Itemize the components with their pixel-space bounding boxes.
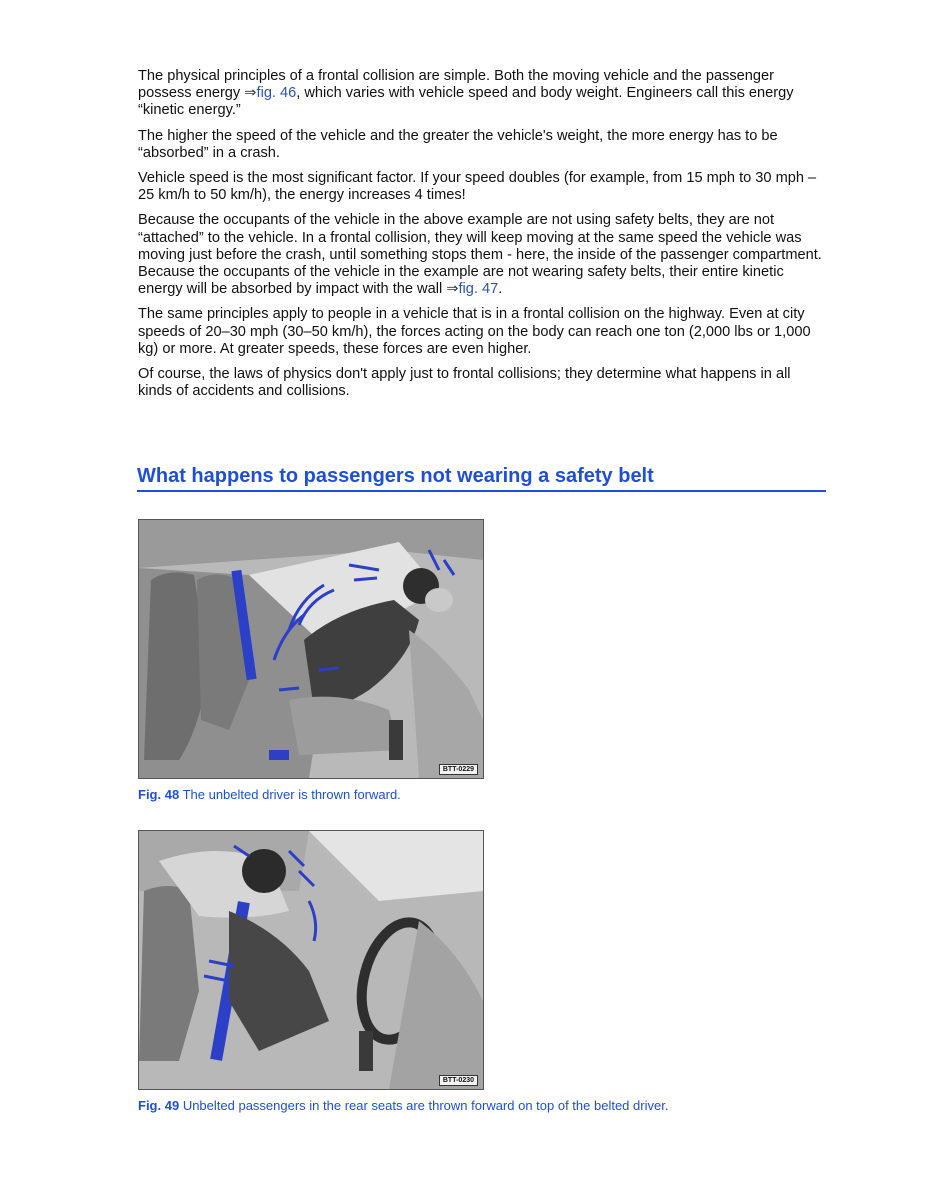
paragraph-3: Vehicle speed is the most significant factor. If your speed doubles (for example, from 15 mph to 30 mph – 25 km/h to 50 km/h), the energy increases 4 times! — [138, 170, 817, 204]
figure-caption-text: The unbelted driver is thrown forward. — [182, 787, 401, 802]
figure-49-caption — [138, 1098, 668, 1113]
paragraph-4: Because the occupants of the vehicle in the above example are not using safety belts, they are not “attached” to the vehicle. In a frontal collision, they will keep moving at the same speed the vehicle was moving just before the crash, until something stops them - here, the inside of the passenger compartment. Because the occupants of the vehicle in the example are not wearing safety belts, their entire kinetic energy will be absorbed by impact with the wall ⇒fig. 47. — [138, 212, 822, 298]
figure-label: Fig. 49 — [138, 1098, 180, 1113]
figure-code: BTT-0229 — [439, 764, 478, 775]
figure-caption-text: Unbelted passengers in the rear seats are thrown forward on top of the belted driver. — [182, 1098, 669, 1113]
paragraph-1: The physical principles of a frontal collision are simple. Both the moving vehicle and the passenger possess energy ⇒fig. 46, which varies with vehicle speed and body weight. Engineers call this energy “kinetic energy.” — [138, 68, 794, 119]
arrow-icon: ⇒ — [446, 281, 459, 298]
body-text — [138, 68, 828, 408]
fig-46-link[interactable]: fig. 46 — [256, 85, 297, 102]
figure-48-caption — [138, 787, 401, 802]
figure-49-illustration — [138, 830, 484, 1090]
unbelted-driver-illustration — [139, 520, 483, 778]
arrow-icon: ⇒ — [244, 85, 257, 102]
figure-48-illustration — [138, 519, 484, 779]
paragraph-6: Of course, the laws of physics don't apply just to frontal collisions; they determine what happens in all kinds of accidents and collisions. — [138, 366, 791, 400]
figure-label: Fig. 48 — [138, 787, 180, 802]
fig-47-link[interactable]: fig. 47 — [458, 281, 499, 298]
paragraph-5: The same principles apply to people in a vehicle that is in a frontal collision on the highway. Even at city speeds of 20–30 mph (30–50 km/h), the forces acting on the body can reach one ton (2,000 lbs or 1,000 kg) or more. At greater speeds, these forces are even higher. — [138, 306, 811, 357]
figure-code: BTT-0230 — [439, 1075, 478, 1086]
paragraph-2: The higher the speed of the vehicle and the greater the vehicle's weight, the more energy has to be “absorbed” in a crash. — [138, 127, 778, 161]
unbelted-rear-passengers-illustration — [139, 831, 483, 1089]
section-heading: What happens to passengers not wearing a safety belt — [137, 463, 826, 492]
